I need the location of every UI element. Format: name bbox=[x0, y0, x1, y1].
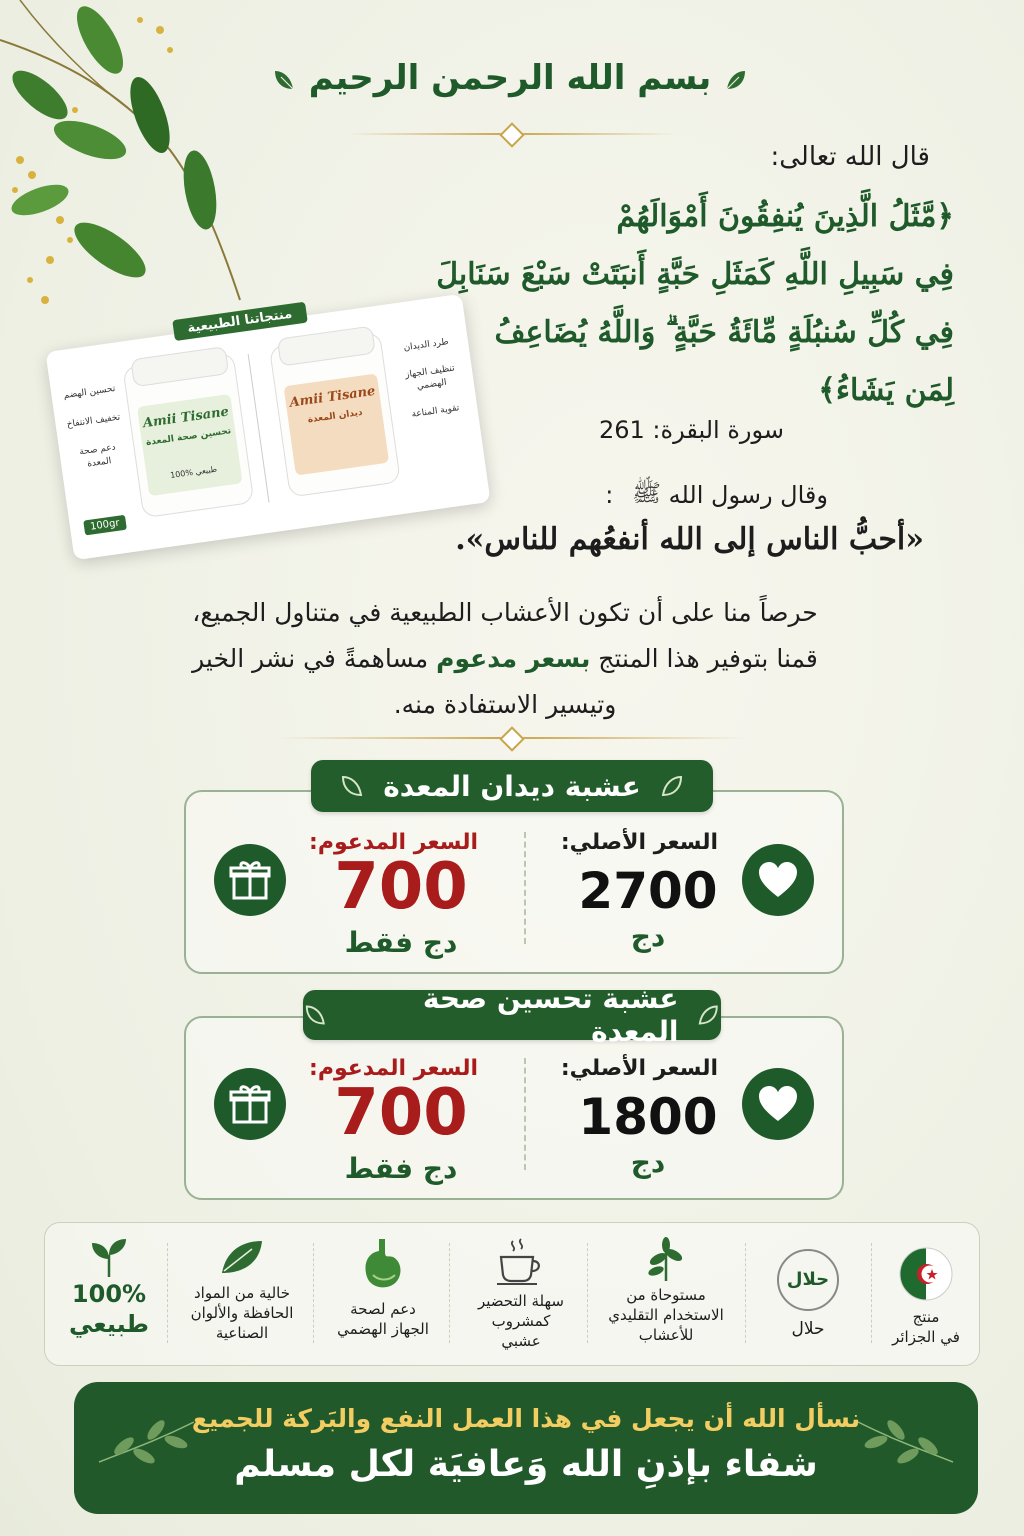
intro-line bbox=[180, 636, 830, 682]
algeria-flag-icon bbox=[899, 1247, 953, 1301]
leaf-icon bbox=[696, 1002, 721, 1028]
jar-name: تحسين صحة المعدة bbox=[145, 426, 232, 449]
feature-made-in-algeria bbox=[881, 1237, 971, 1347]
jar-name: ديدان المعدة bbox=[307, 407, 364, 426]
feature-text: منتج bbox=[912, 1308, 940, 1326]
heart-icon bbox=[757, 1085, 799, 1123]
feature-natural bbox=[59, 1237, 159, 1339]
leaf-icon bbox=[659, 773, 685, 799]
quran-verse bbox=[414, 188, 954, 420]
halal-badge-icon bbox=[777, 1249, 839, 1311]
offer-title-text: عشبة ديدان المعدة bbox=[383, 769, 641, 803]
feature-text: للأعشاب bbox=[638, 1326, 694, 1344]
offer-title-text: عشبة تحسين صحة المعدة bbox=[422, 982, 679, 1048]
product-tag: منتجاتنا الطبيعية bbox=[172, 302, 307, 341]
original-currency: دج bbox=[630, 920, 666, 953]
feature-easy-prep bbox=[459, 1237, 583, 1351]
discount-price: 700 bbox=[334, 1076, 468, 1150]
verse-line: لِمَن يَشَاءُ﴾ bbox=[818, 373, 954, 408]
tea-cup-icon bbox=[493, 1237, 549, 1287]
verse-line: ﴿مَّثَلُ الَّذِينَ يُنفِقُونَ أَمْوَالَهُمْ bbox=[616, 199, 954, 234]
feature-text: تحسين الهضم bbox=[63, 383, 116, 402]
feature-text: عشبي bbox=[501, 1332, 541, 1350]
surah-reference: سورة البقرة: 261 bbox=[598, 416, 784, 444]
feature-text: 100% bbox=[71, 1280, 147, 1308]
feature-digestive bbox=[323, 1237, 443, 1339]
footer-prayer: نسأل الله أن يجعل في هذا العمل النفع والبَركة للجميع bbox=[191, 1404, 861, 1433]
footer-blessing: شفاء بإذنِ الله وَعافيَة لكل مسلم bbox=[234, 1444, 818, 1485]
footer-banner bbox=[74, 1382, 978, 1514]
halal-badge-text: حلال bbox=[786, 1269, 830, 1290]
heart-icon bbox=[757, 861, 799, 899]
feature-text: الحافظة والألوان bbox=[190, 1304, 294, 1322]
hadith-colon: : bbox=[605, 481, 614, 509]
features-strip bbox=[44, 1222, 980, 1366]
gift-icon bbox=[228, 1082, 272, 1126]
offer-title-stomach bbox=[303, 982, 721, 1048]
feature-text: تقوية المناعة bbox=[411, 403, 460, 420]
feature-text: تنظيف الجهاز الهضمي bbox=[404, 363, 456, 392]
feature-text: مستوحاة من bbox=[626, 1286, 706, 1304]
gift-icon bbox=[228, 858, 272, 902]
heart-circle bbox=[742, 844, 814, 916]
feature-text: دعم صحة المعدة bbox=[78, 442, 117, 470]
original-currency: دج bbox=[630, 1146, 666, 1179]
leaf-icon bbox=[218, 1237, 266, 1277]
original-price: 2700 bbox=[578, 862, 718, 920]
leaf-icon bbox=[723, 67, 749, 93]
feature-halal bbox=[763, 1237, 853, 1339]
original-price-label: السعر الأصلي: bbox=[560, 830, 718, 855]
weight-badge: 100gr bbox=[83, 515, 126, 536]
feature-text: الجهاز الهضمي bbox=[337, 1320, 429, 1338]
price-separator bbox=[524, 1058, 526, 1170]
intro-line: وتيسير الاستفادة منه. bbox=[393, 690, 617, 719]
heart-circle bbox=[742, 1068, 814, 1140]
jar-stomach-health bbox=[122, 352, 254, 518]
feature-text: خالية من المواد bbox=[194, 1284, 290, 1302]
gift-circle bbox=[214, 1068, 286, 1140]
original-price-label: السعر الأصلي: bbox=[560, 1056, 718, 1081]
jar-stomach-worms bbox=[269, 332, 401, 498]
verse-line: فِي كُلِّ سُنبُلَةٍ مِّائَةُ حَبَّةٍ ۗ وَاللَّهُ يُضَاعِفُ bbox=[494, 315, 954, 350]
plant-icon bbox=[642, 1237, 690, 1281]
subsidized-price-highlight: بسعر مدعوم bbox=[436, 644, 591, 673]
leaf-icon bbox=[339, 773, 365, 799]
offer-title-worms bbox=[311, 760, 713, 812]
gift-circle bbox=[214, 844, 286, 916]
saw-calligraphy-icon: ﷺ bbox=[631, 479, 661, 507]
feature-text: طرد الديدان bbox=[403, 337, 450, 354]
feature-text: طبيعي bbox=[68, 1310, 150, 1338]
discount-price: 700 bbox=[334, 850, 468, 924]
discount-price-label: السعر المدعوم: bbox=[309, 830, 478, 855]
price-separator bbox=[524, 832, 526, 944]
feature-text: حلال bbox=[791, 1319, 825, 1339]
hadith-intro bbox=[605, 478, 828, 514]
product-image bbox=[45, 294, 490, 560]
jar-brand: Amii Tisane bbox=[288, 383, 377, 411]
divider-ornament bbox=[499, 122, 524, 147]
stomach-icon bbox=[359, 1237, 407, 1293]
discount-price-label: السعر المدعوم: bbox=[309, 1056, 478, 1081]
hadith-text: «أحبُّ الناس إلى الله أنفعُهم للناس». bbox=[455, 522, 924, 557]
jar-brand: Amii Tisane bbox=[142, 404, 230, 432]
feature-text: الاستخدام التقليدي bbox=[608, 1306, 724, 1324]
feature-text: كمشروب bbox=[491, 1312, 551, 1330]
feature-traditional bbox=[593, 1237, 739, 1345]
right-features bbox=[396, 335, 467, 423]
natural-badge: 100% طبيعي bbox=[169, 464, 218, 481]
feature-text: سهلة التحضير bbox=[477, 1292, 564, 1310]
left-features bbox=[59, 382, 130, 474]
discount-currency: دج فقط bbox=[344, 1152, 458, 1185]
intro-text: قمنا بتوفير هذا المنتج bbox=[598, 644, 818, 673]
feature-text: دعم لصحة bbox=[350, 1300, 416, 1318]
feature-text: تخفيف الانتفاخ bbox=[66, 412, 121, 430]
leaf-icon bbox=[271, 67, 297, 93]
leaf-icon bbox=[303, 1002, 328, 1028]
sprout-icon bbox=[86, 1237, 132, 1277]
feature-no-preservatives bbox=[175, 1237, 309, 1343]
intro-line: حرصاً منا على أن تكون الأعشاب الطبيعية في متناول الجميع، bbox=[192, 598, 818, 627]
original-price: 1800 bbox=[578, 1088, 718, 1146]
intro-text: مساهمةً في نشر الخير bbox=[192, 644, 429, 673]
feature-text: الصناعية bbox=[215, 1324, 269, 1342]
feature-text: في الجزائر bbox=[892, 1328, 960, 1346]
basmala-text: بسم الله الرحمن الرحيم bbox=[308, 58, 712, 98]
hadith-intro-text: وقال رسول الله bbox=[668, 481, 828, 509]
intro-paragraph bbox=[180, 590, 830, 728]
verse-line: فِي سَبِيلِ اللَّهِ كَمَثَلِ حَبَّةٍ أَنبَتَتْ سَبْعَ سَنَابِلَ bbox=[436, 257, 954, 292]
quran-intro: قال الله تعالى: bbox=[770, 142, 930, 172]
discount-currency: دج فقط bbox=[344, 926, 458, 959]
basmala-heading bbox=[260, 58, 760, 98]
decorative-branch bbox=[0, 0, 260, 320]
divider-ornament bbox=[499, 726, 524, 751]
offer-card-worms bbox=[184, 790, 844, 974]
